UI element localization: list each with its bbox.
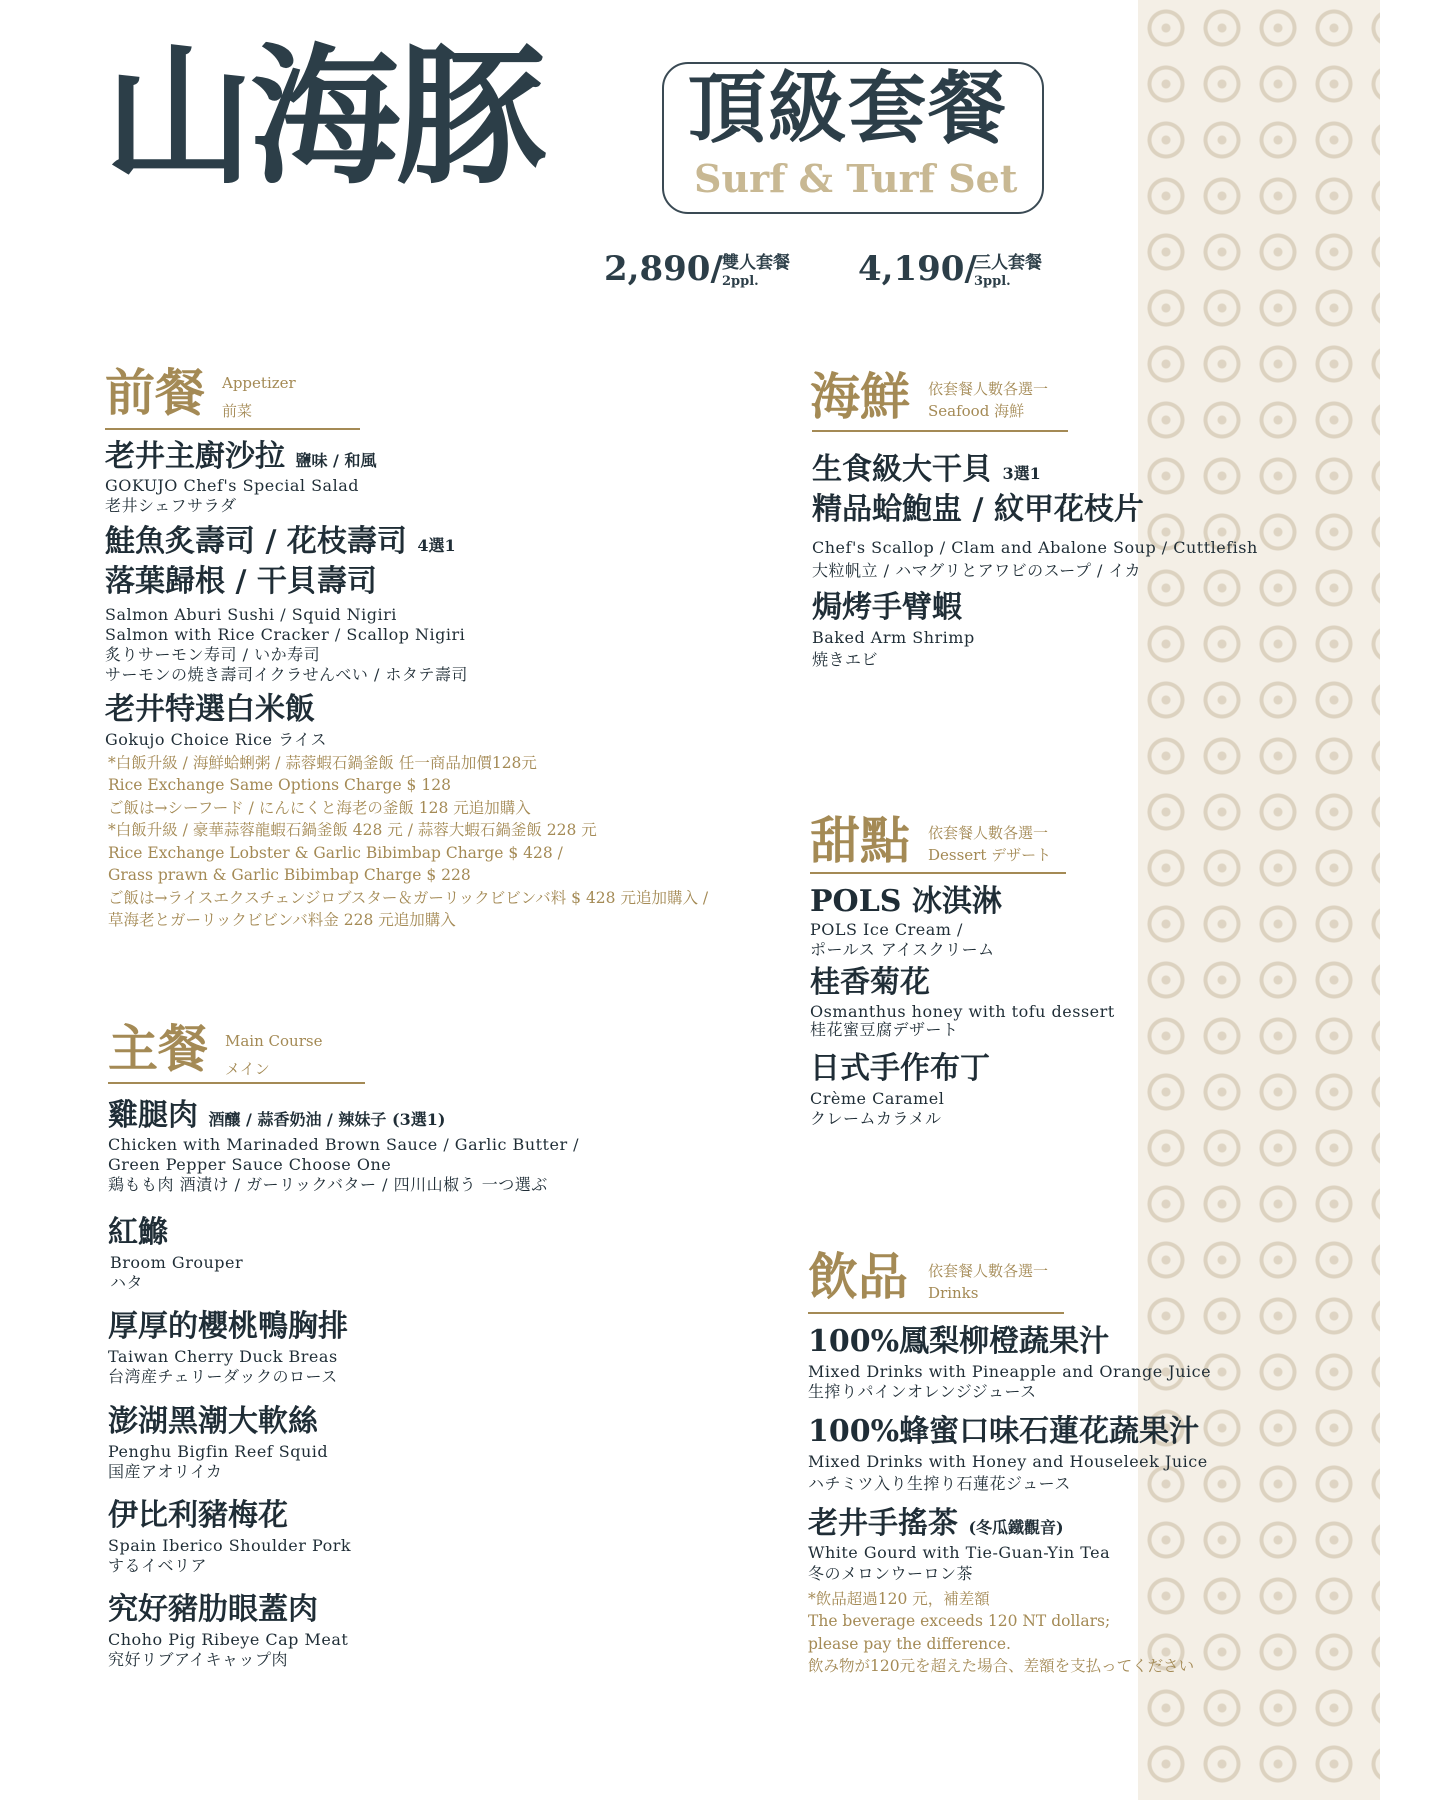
seafood-note: 依套餐人數各選一 (928, 380, 1049, 398)
seafood-heading: 海鮮 (810, 367, 910, 426)
rice-notes (108, 752, 708, 932)
tea-en: White Gourd with Tie-Guan-Yin Tea (808, 1543, 1111, 1562)
drinks-heading-en: Drinks (928, 1284, 979, 1302)
price-3ppl: 4,190/ (858, 249, 977, 289)
ribeye-en: Choho Pig Ribeye Cap Meat (108, 1630, 349, 1649)
main-item-pork: 伊比利豬梅花 (108, 1498, 288, 1533)
drink-note: please pay the difference. (808, 1634, 1011, 1653)
appetizer-heading: 前餐 (105, 363, 205, 422)
rice-en: Gokujo Choice Rice ライス (105, 730, 327, 749)
seafood-rule (812, 430, 1068, 432)
appetizer-rule (105, 428, 360, 430)
shrimp-jp: 焼きエビ (812, 650, 879, 669)
honey-en: Mixed Drinks with Honey and Houseleek Juice (808, 1452, 1208, 1471)
brand-title: 山海豚 (104, 29, 543, 205)
dessert-rule (810, 872, 1066, 874)
seafood-line2: 精品蛤鮑盅 / 紋甲花枝片 (812, 492, 1144, 527)
osmanthus-en: Osmanthus honey with tofu dessert (810, 1002, 1115, 1021)
osmanthus-jp: 桂花蜜豆腐デザート (810, 1020, 959, 1039)
price-3ppl-en: 3ppl. (974, 274, 1011, 289)
appetizer-heading-en: Appetizer (222, 374, 296, 392)
chicken-jp: 鶏もも肉 酒漬け / ガーリックバター / 四川山椒う 一つ選ぶ (108, 1175, 548, 1194)
rice-note: ご飯は→ライスエクスチェンジロブスター＆ガーリックビビンバ料 $ 428 元追加購入 / (108, 888, 709, 907)
sushi-jp1: 炙りサーモン寿司 / いか寿司 (105, 645, 321, 664)
seafood-line1: 生食級大干貝 3選1 (812, 452, 1041, 487)
duck-jp: 台湾産チェリーダックのロース (108, 1367, 338, 1386)
seafood-heading-en: Seafood 海鮮 (928, 402, 1025, 420)
honey-jp: ハチミツ入り生搾り石蓮花ジュース (808, 1474, 1071, 1493)
seafood-jp: 大粒帆立 / ハマグリとアワビのスープ / イカ (812, 561, 1142, 580)
rice-note: Rice Exchange Same Options Charge $ 128 (108, 776, 451, 795)
pork-en: Spain Iberico Shoulder Pork (108, 1536, 352, 1555)
main-item-duck: 厚厚的櫻桃鴨胸排 (108, 1309, 348, 1344)
drinks-heading: 飲品 (808, 1247, 908, 1306)
set-title-zh: 頂級套餐 (688, 63, 1009, 154)
sushi-line1: 鮭魚炙壽司 / 花枝壽司 4選1 (105, 524, 456, 559)
icecream-jp: ポールス アイスクリーム (810, 940, 995, 959)
duck-en: Taiwan Cherry Duck Breas (108, 1347, 338, 1366)
main-heading-jp: メイン (225, 1060, 270, 1078)
sushi-line2: 落葉歸根 / 干貝壽司 (105, 564, 377, 599)
main-item-chicken: 雞腿肉 酒釀 / 蒜香奶油 / 辣妹子 (3選1) (108, 1098, 446, 1133)
dessert-heading-en: Dessert デザート (928, 846, 1052, 864)
sushi-en1: Salmon Aburi Sushi / Squid Nigiri (105, 605, 397, 624)
main-heading-en: Main Course (225, 1032, 323, 1050)
salad-name: 老井主廚沙拉 鹽味 / 和風 (105, 439, 377, 474)
chicken-en2: Green Pepper Sauce Choose One (108, 1155, 392, 1174)
drinks-note: 依套餐人數各選一 (928, 1262, 1049, 1280)
pudding-en: Crème Caramel (810, 1089, 945, 1108)
dessert-item-pudding: 日式手作布丁 (810, 1051, 990, 1086)
rice-note: 草海老とガーリックビビンバ料金 228 元追加購入 (108, 911, 456, 930)
chicken-en1: Chicken with Marinaded Brown Sauce / Garlic Butter / (108, 1135, 580, 1154)
drink-note: 飲み物が120元を超えた場合、差額を支払ってください (808, 1657, 1195, 1676)
dessert-heading: 甜點 (810, 811, 910, 870)
shrimp-en: Baked Arm Shrimp (812, 628, 975, 647)
grouper-jp: ハタ (110, 1273, 144, 1292)
drink-item-honey: 100%蜂蜜口味石蓮花蔬果汁 (808, 1414, 1200, 1449)
pineapple-en: Mixed Drinks with Pineapple and Orange Juice (808, 1362, 1212, 1381)
main-heading: 主餐 (108, 1019, 208, 1078)
rice-note: *白飯升級 / 海鮮蛤蜊粥 / 蒜蓉蝦石鍋釜飯 任一商品加價128元 (108, 754, 537, 772)
salad-jp: 老井シェフサラダ (105, 496, 237, 515)
seafood-en: Chef's Scallop / Clam and Abalone Soup / Cuttlefish (812, 538, 1258, 557)
squid-en: Penghu Bigfin Reef Squid (108, 1442, 329, 1461)
dessert-item-icecream: POLS 冰淇淋 (810, 884, 1002, 919)
rice-note: *白飯升級 / 豪華蒜蓉龍蝦石鍋釜飯 428 元 / 蒜蓉大蝦石鍋釜飯 228 元 (108, 821, 597, 840)
tea-jp: 冬のメロンウーロン茶 (808, 1564, 974, 1583)
rice-name: 老井特選白米飯 (105, 692, 315, 727)
rice-note: Rice Exchange Lobster & Garlic Bibimbap Charge $ 428 / (108, 843, 563, 862)
drink-item-tea: 老井手搖茶 (冬瓜鐵觀音) (808, 1506, 1064, 1541)
price-3ppl-label: 三人套餐 (974, 253, 1042, 273)
pineapple-jp: 生搾りパインオレンジジュース (808, 1382, 1037, 1401)
dessert-item-osmanthus: 桂香菊花 (810, 965, 930, 1000)
set-title-en: Surf & Turf Set (694, 156, 1018, 201)
main-rule (108, 1082, 365, 1084)
drink-notes (808, 1588, 1194, 1678)
ribeye-jp: 究好リブアイキャップ肉 (108, 1650, 289, 1669)
price-2ppl-label: 雙人套餐 (722, 253, 790, 273)
squid-jp: 国産アオリイカ (108, 1462, 223, 1481)
main-item-ribeye: 究好豬肋眼蓋肉 (108, 1592, 318, 1627)
grouper-en: Broom Grouper (110, 1253, 244, 1272)
price-2ppl: 2,890/ (604, 249, 723, 289)
appetizer-heading-jp: 前菜 (222, 402, 253, 420)
main-item-grouper: 紅鰷 (108, 1215, 168, 1250)
shrimp-name: 焗烤手臂蝦 (812, 590, 962, 625)
drink-note: *飲品超過120 元，補差額 (808, 1590, 990, 1608)
salad-en: GOKUJO Chef's Special Salad (105, 476, 359, 495)
drink-item-pineapple: 100%鳳梨柳橙蔬果汁 (808, 1324, 1110, 1359)
drink-note: The beverage exceeds 120 NT dollars; (808, 1612, 1111, 1631)
rice-note: ご飯は→シーフード / にんにくと海老の釜飯 128 元追加購入 (108, 798, 531, 817)
drinks-rule (808, 1312, 1064, 1314)
sushi-jp2: サーモンの焼き壽司イクラせんべい / ホタテ壽司 (105, 665, 468, 684)
rice-note: Grass prawn & Garlic Bibimbap Charge $ 228 (108, 866, 471, 885)
sushi-en2: Salmon with Rice Cracker / Scallop Nigiri (105, 625, 466, 644)
decorative-pattern-panel (1138, 0, 1380, 1800)
pudding-jp: クレームカラメル (810, 1109, 942, 1128)
dessert-note: 依套餐人數各選一 (928, 824, 1049, 842)
main-item-squid: 澎湖黑潮大軟絲 (108, 1404, 318, 1439)
pork-jp: するイベリア (108, 1556, 208, 1575)
price-2ppl-en: 2ppl. (722, 274, 759, 289)
icecream-en: POLS Ice Cream / (810, 920, 963, 939)
